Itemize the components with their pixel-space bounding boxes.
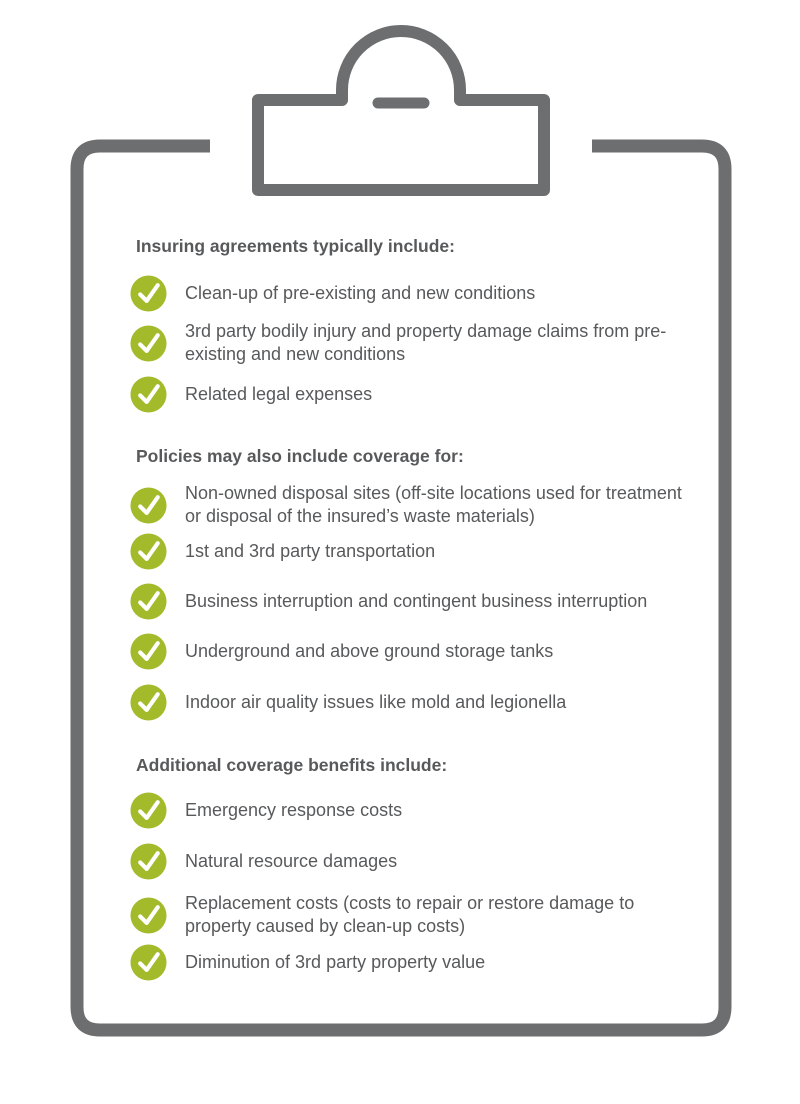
check-circle-icon <box>130 633 167 670</box>
list-item <box>130 633 690 670</box>
list-item <box>130 275 690 312</box>
check-circle-icon <box>130 487 167 524</box>
list-item <box>130 533 690 570</box>
check-circle-icon <box>130 583 167 620</box>
check-circle-icon <box>130 376 167 413</box>
check-circle-icon <box>130 792 167 829</box>
list-item <box>130 320 690 366</box>
list-item <box>130 376 690 413</box>
list-item-text: Natural resource damages <box>185 851 398 871</box>
list-item-text: Diminution of 3rd party property value <box>185 952 486 972</box>
check-circle-icon <box>130 684 167 721</box>
list-item-text: Business interruption and contingent business interruption <box>185 591 648 611</box>
list-item <box>130 944 690 981</box>
list-item-text: Underground and above ground storage tanks <box>185 641 554 661</box>
list-item-text: 3rd party bodily injury and property damage claims from pre-existing and new conditions <box>185 321 667 364</box>
check-circle-icon <box>130 275 167 312</box>
check-circle-icon <box>130 533 167 570</box>
section-heading-policies-coverage: Policies may also include coverage for: <box>136 446 464 466</box>
list-item <box>130 482 690 528</box>
list-item <box>130 843 690 880</box>
list-item <box>130 892 690 938</box>
list-item-text: Non-owned disposal sites (off-site locations used for treatment or disposal of the insured’s waste materials) <box>185 483 682 526</box>
check-circle-icon <box>130 944 167 981</box>
list-item <box>130 583 690 620</box>
list-item-text: Emergency response costs <box>185 800 403 820</box>
list-item <box>130 792 690 829</box>
list-item-text: Indoor air quality issues like mold and legionella <box>185 692 567 712</box>
list-item-text: 1st and 3rd party transportation <box>185 541 436 561</box>
check-circle-icon <box>130 843 167 880</box>
list-item <box>130 684 690 721</box>
list-item-text: Related legal expenses <box>185 384 373 404</box>
list-item-text: Replacement costs (costs to repair or restore damage to property caused by clean-up costs) <box>185 893 635 936</box>
list-item-text: Clean-up of pre-existing and new conditions <box>185 283 536 303</box>
check-circle-icon <box>130 325 167 362</box>
section-heading-insuring-agreements: Insuring agreements typically include: <box>136 236 455 256</box>
section-heading-additional-benefits: Additional coverage benefits include: <box>136 755 448 775</box>
check-circle-icon <box>130 897 167 934</box>
